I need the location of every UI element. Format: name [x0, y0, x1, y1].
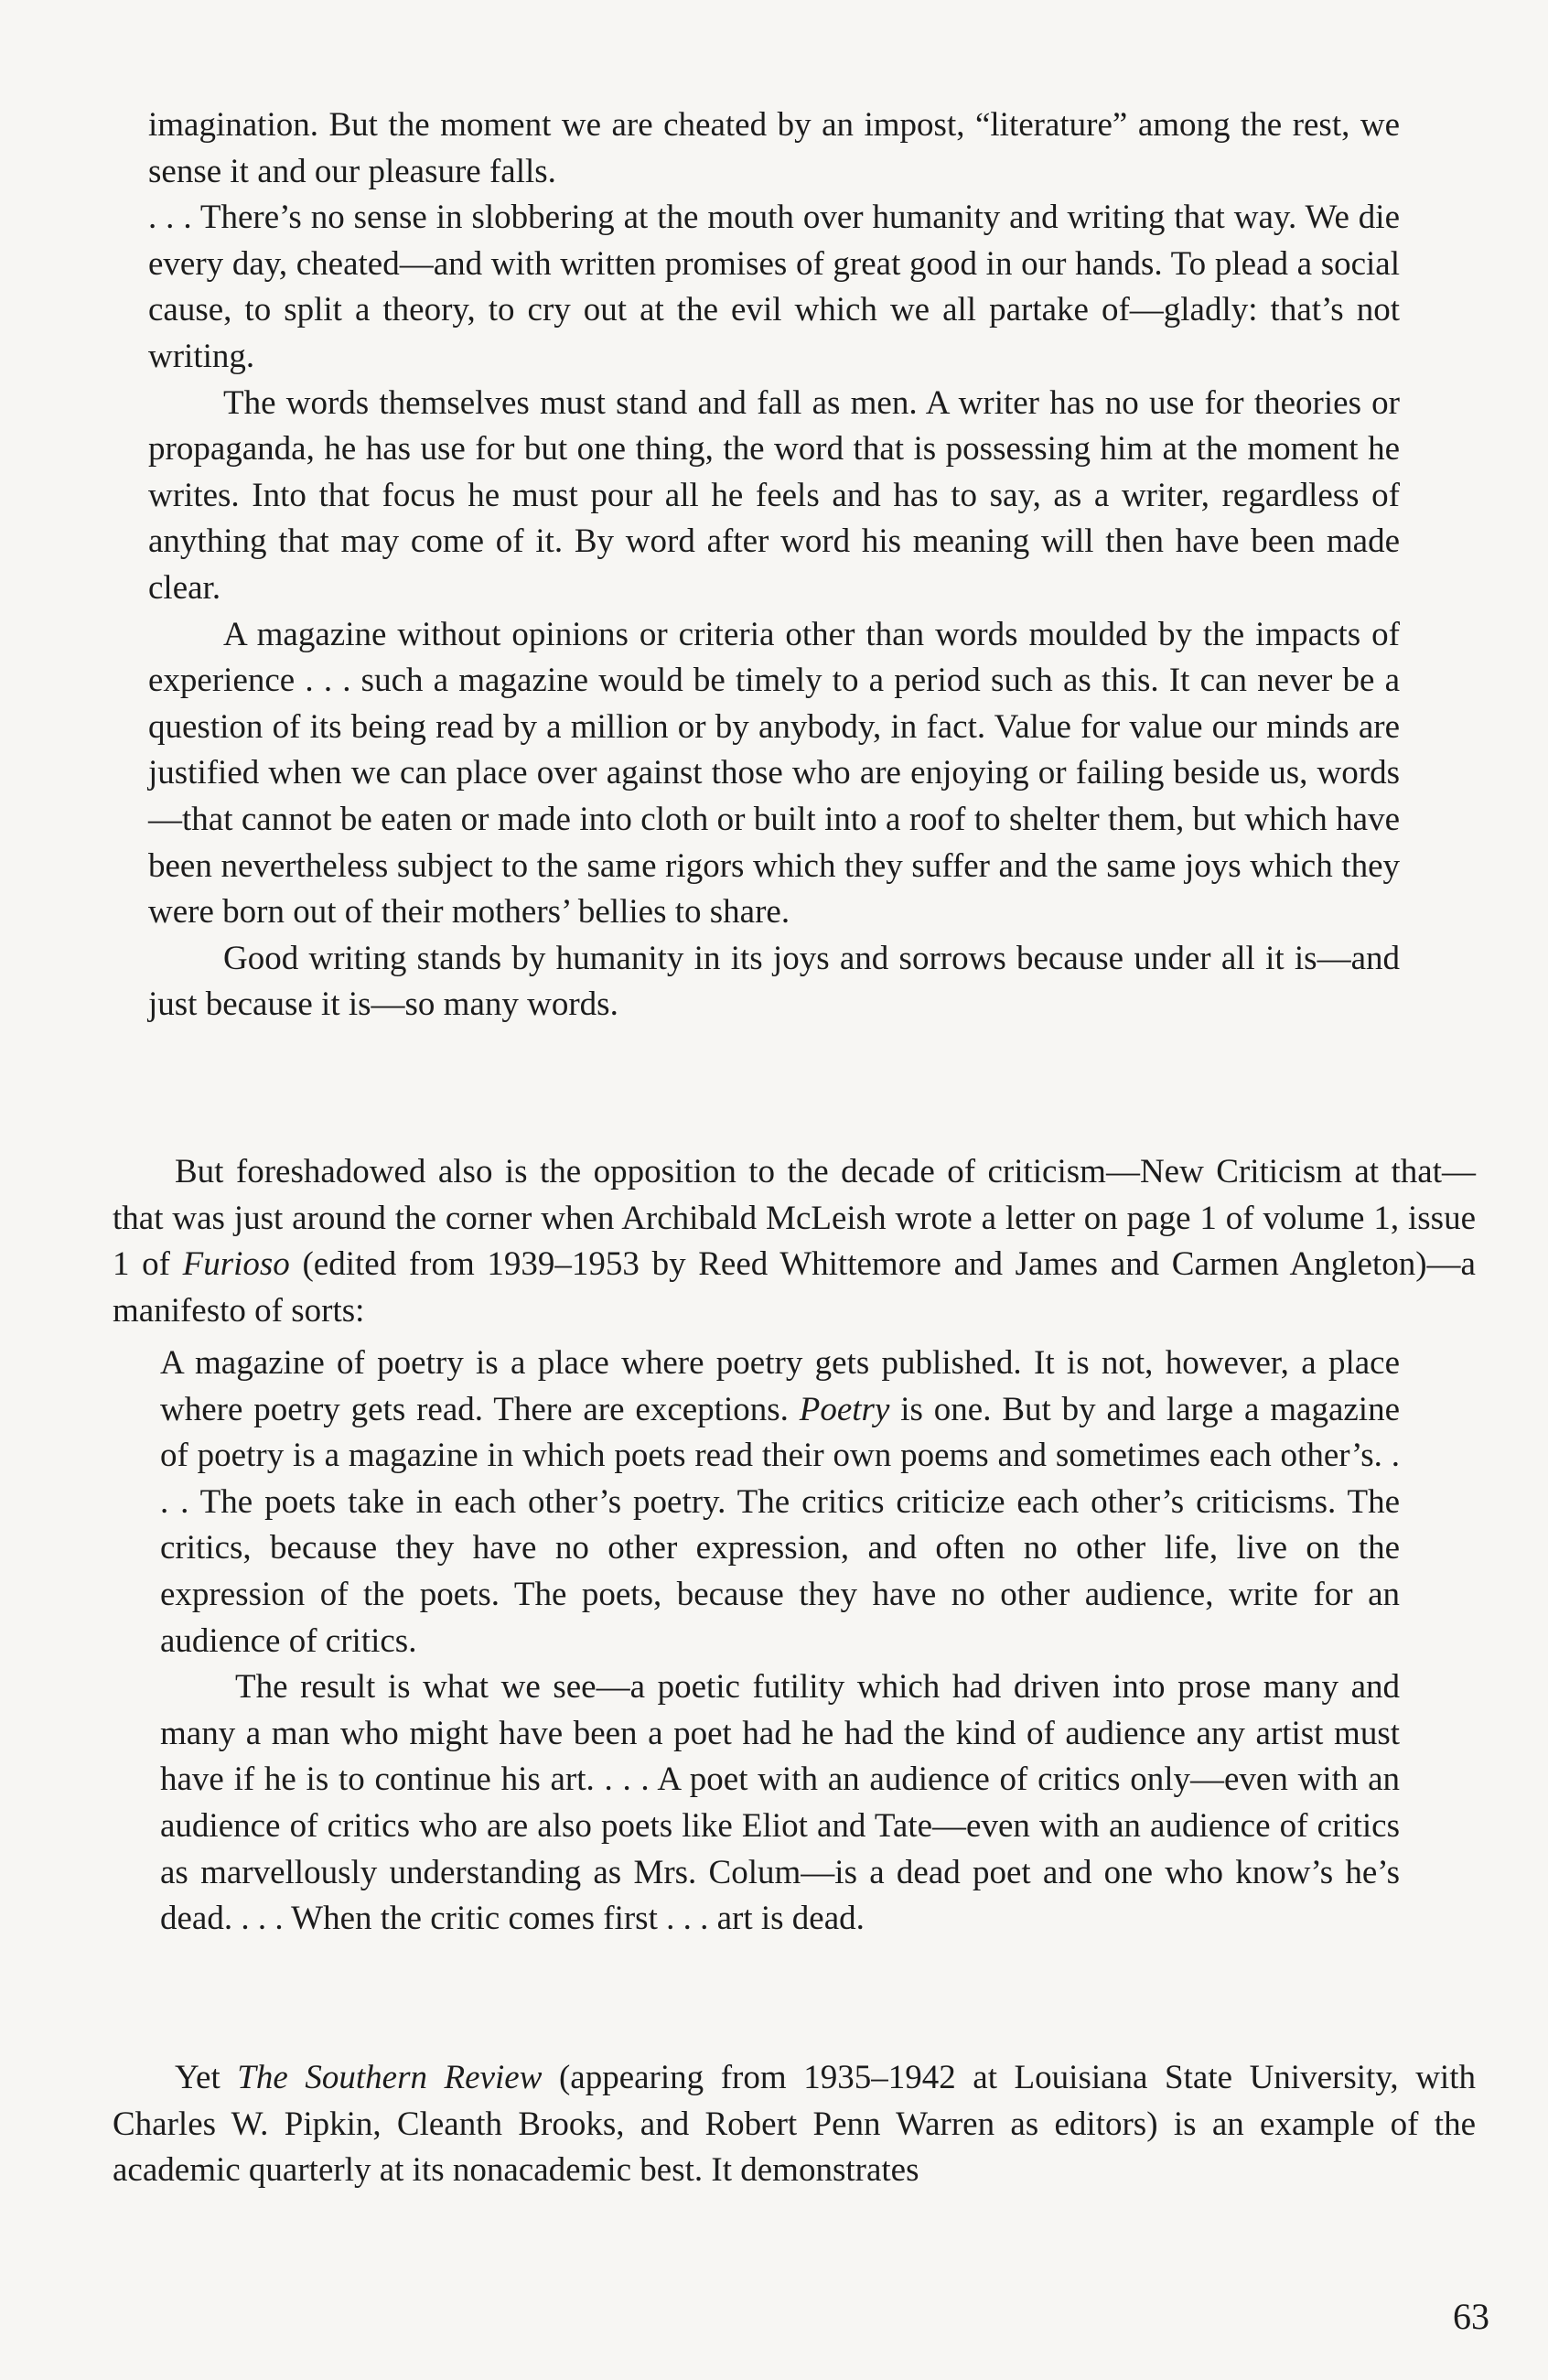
text-run: Yet [175, 2059, 238, 2096]
block-quote-mcleish [160, 1341, 1400, 1943]
quote-paragraph: . . . There’s no sense in slobbering at the mouth over humanity and writing that way. We die every day, cheated—and with written promises of great good in our hands. To plead a social cause, to split a theory, to cry out at the evil which we all partake of—gladly: that’s not writing. [148, 199, 1400, 375]
body-paragraph-furioso [113, 1149, 1476, 1334]
quote-paragraph: The result is what we see—a poetic futility which had driven into prose many and many a man who might have been a poet had he had the kind of audience any artist must have if he is to continue his art. . . . A poet with an audience of critics only—even with an audience of critics who are also poets like Eliot and Tate—even with an audience of critics as marvellously understanding as Mrs. Colum—is a dead poet and one who know’s he’s dead. . . . When the critic comes first . . . art is dead. [160, 1668, 1400, 1938]
body-paragraph-southern-review [113, 2055, 1476, 2194]
text-run: (edited from 1939–1953 by Reed Whittemore and James and Carmen Angleton)—a manifesto of sorts: [113, 1245, 1476, 1330]
quote-paragraph [160, 1341, 1400, 1664]
text-run: But foreshadowed also is the opposition to the decade of criticism—New Criticism at that—that was just around the corner when Archibald McLeish wrote a letter on page 1 of volume 1, issue 1 of [113, 1153, 1476, 1284]
quote-paragraph: imagination. But the moment we are cheated by an impost, “literature” among the rest, we sense it and our pleasure falls. [148, 106, 1400, 190]
quote-paragraph: A magazine without opinions or criteria other than words moulded by the impacts of experience . . . such a magazine would be timely to a period such as this. It can never be a question of its being read by a million or by anybody, in fact. Value for value our minds are justified when we can place over against those who are enjoying or failing beside us, words—that cannot be eaten or made into cloth or built into a roof to shelter them, but which have been nevertheless subject to the same rigors which they suffer and the same joys which they were born out of their mothers’ bellies to share. [148, 615, 1400, 932]
quote-paragraph: Good writing stands by humanity in its joys and sorrows because under all it is—and just because it is—so many words. [148, 939, 1400, 1024]
block-quote-williams [148, 102, 1400, 1028]
quote-paragraph: The words themselves must stand and fall as men. A writer has no use for theories or propaganda, he has use for but one thing, the word that is possessing him at the moment he writes. Into that focus he must pour all he feels and has to say, as a writer, regardless of anything that may come of it. By word after word his meaning will then have been made clear. [148, 383, 1400, 607]
text-run: is one. But by and large a magazine of poetry is a magazine in which poets read their own poems and sometimes each other’s. . . . The poets take in each other’s poetry. The critics criticize each other’s criticisms. The critics, because they have no other expression, and often no other life, live on the expression of the poets. The poets, because they have no other audience, write for an audience of critics. [160, 1390, 1400, 1660]
text-run: A magazine of poetry is a place where poetry gets published. It is not, however, a place where poetry gets read. There are exceptions. [160, 1344, 1400, 1428]
page-number: 63 [1453, 2296, 1489, 2337]
text-run: (appearing from 1935–1942 at Louisiana State University, with Charles W. Pipkin, Cleanth Brooks, and Robert Penn Warren as editors) is an example of the academic quarterly at its nonacademic best. It demonstrates [113, 2059, 1476, 2190]
magazine-title: Furioso [182, 1245, 290, 1284]
magazine-title: Poetry [799, 1390, 890, 1428]
magazine-title: The Southern Review [237, 2059, 543, 2096]
